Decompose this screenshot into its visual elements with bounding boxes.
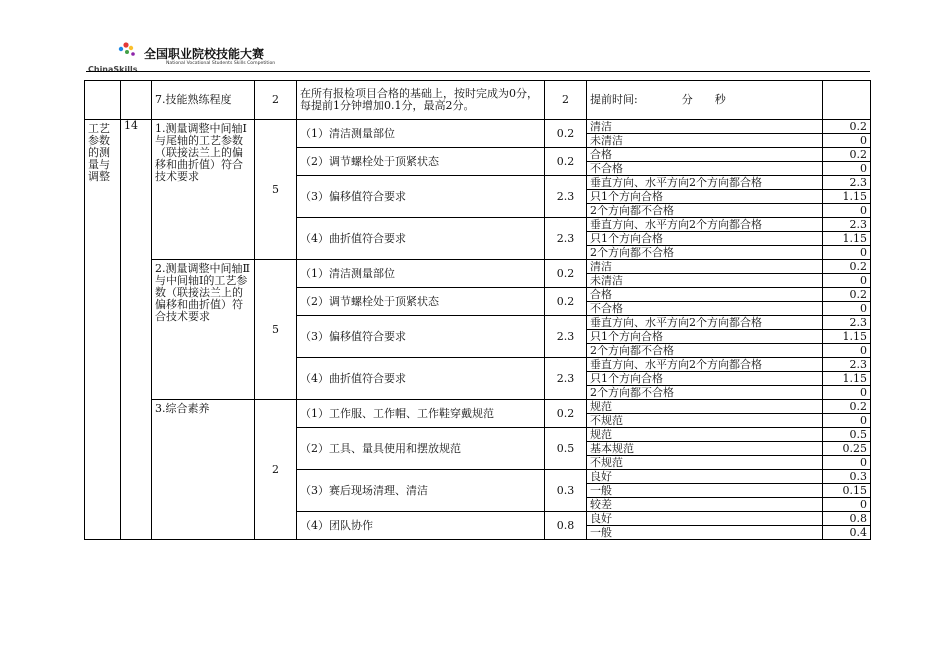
- criterion-score-cell: 2.3: [545, 218, 587, 260]
- option-label-cell: 未清洁: [587, 134, 823, 148]
- option-label-cell: 清洁: [587, 120, 823, 134]
- criterion-desc-cell: （2）调节螺栓处于顶紧状态: [297, 288, 545, 316]
- option-points-cell: 0: [823, 246, 871, 260]
- row7-standard: 在所有报检项目合格的基础上，按时完成为0分，每提前1分钟增加0.1分，最高2分。: [297, 81, 545, 120]
- competition-title-en: National Vocational Students Skills Competition: [166, 61, 276, 66]
- option-label-cell: 不规范: [587, 456, 823, 470]
- table-row: [85, 120, 871, 134]
- option-label-cell: 良好: [587, 470, 823, 484]
- option-points-cell: 1.15: [823, 372, 871, 386]
- group-weight-cell: 2: [255, 400, 297, 540]
- option-points-cell: 1.15: [823, 330, 871, 344]
- criterion-score-cell: 0.2: [545, 120, 587, 148]
- option-points-cell: 0: [823, 134, 871, 148]
- option-points-cell: 0: [823, 162, 871, 176]
- criterion-score-cell: 0.5: [545, 428, 587, 470]
- option-points-cell: 0: [823, 344, 871, 358]
- option-points-cell: 0.8: [823, 512, 871, 526]
- group-item-cell: 2.测量调整中间轴Ⅱ与中间轴Ⅰ的工艺参数（联接法兰上的偏移和曲折值）符合技术要求: [152, 260, 255, 400]
- section-total-cell: 14: [121, 120, 152, 540]
- option-points-cell: 1.15: [823, 190, 871, 204]
- criterion-score-cell: 2.3: [545, 176, 587, 218]
- group-weight-cell: 5: [255, 120, 297, 260]
- criterion-desc-cell: （3）偏移值符合要求: [297, 316, 545, 358]
- row7-score: 2: [545, 81, 587, 120]
- option-points-cell: 0: [823, 302, 871, 316]
- criterion-score-cell: 0.2: [545, 288, 587, 316]
- option-points-cell: 0: [823, 456, 871, 470]
- chinaskills-brand: ChinaSkills: [88, 65, 138, 74]
- criterion-score-cell: 0.3: [545, 470, 587, 512]
- option-points-cell: 0.2: [823, 400, 871, 414]
- criterion-desc-cell: （4）团队协作: [297, 512, 545, 540]
- group-weight-cell: 5: [255, 260, 297, 400]
- option-label-cell: 只1个方向合格: [587, 190, 823, 204]
- criterion-score-cell: 0.2: [545, 260, 587, 288]
- option-label-cell: 不规范: [587, 414, 823, 428]
- table-row: [85, 400, 871, 414]
- option-label-cell: 垂直方向、水平方向2个方向都合格: [587, 358, 823, 372]
- criterion-desc-cell: （1）清洁测量部位: [297, 120, 545, 148]
- header-rule: [86, 71, 870, 72]
- criterion-desc-cell: （3）偏移值符合要求: [297, 176, 545, 218]
- option-points-cell: 0.3: [823, 470, 871, 484]
- section-name-cell: 工艺参数的测量与调整: [85, 120, 121, 540]
- option-label-cell: 合格: [587, 148, 823, 162]
- option-points-cell: 2.3: [823, 358, 871, 372]
- criterion-score-cell: 0.8: [545, 512, 587, 540]
- option-label-cell: 一般: [587, 526, 823, 540]
- option-points-cell: 0: [823, 204, 871, 218]
- row7-item: 7.技能熟练程度: [152, 81, 255, 120]
- option-label-cell: 垂直方向、水平方向2个方向都合格: [587, 316, 823, 330]
- group-item-cell: 3.综合素养: [152, 400, 255, 540]
- criterion-desc-cell: （3）赛后现场清理、清洁: [297, 470, 545, 512]
- option-points-cell: 2.3: [823, 176, 871, 190]
- criterion-score-cell: 0.2: [545, 148, 587, 176]
- option-label-cell: 较差: [587, 498, 823, 512]
- row7-weight: 2: [255, 81, 297, 120]
- table-row: [85, 81, 871, 120]
- option-label-cell: 不合格: [587, 302, 823, 316]
- option-points-cell: 0.4: [823, 526, 871, 540]
- option-points-cell: 2.3: [823, 218, 871, 232]
- criterion-desc-cell: （4）曲折值符合要求: [297, 218, 545, 260]
- competition-title-cn: 全国职业院校技能大赛: [144, 47, 265, 61]
- criterion-desc-cell: （1）工作服、工作帽、工作鞋穿戴规范: [297, 400, 545, 428]
- row7-record: 提前时间: 分 秒: [587, 81, 823, 120]
- option-label-cell: 不合格: [587, 162, 823, 176]
- option-points-cell: 0.2: [823, 148, 871, 162]
- criterion-score-cell: 0.2: [545, 400, 587, 428]
- option-points-cell: 0.2: [823, 260, 871, 274]
- option-label-cell: 清洁: [587, 260, 823, 274]
- option-points-cell: 2.3: [823, 316, 871, 330]
- criterion-score-cell: 2.3: [545, 358, 587, 400]
- option-points-cell: 0: [823, 498, 871, 512]
- option-label-cell: 只1个方向合格: [587, 372, 823, 386]
- option-points-cell: 0: [823, 274, 871, 288]
- option-points-cell: 0: [823, 414, 871, 428]
- option-label-cell: 2个方向都不合格: [587, 246, 823, 260]
- criterion-desc-cell: （2）调节螺栓处于顶紧状态: [297, 148, 545, 176]
- option-points-cell: 0.5: [823, 428, 871, 442]
- option-label-cell: 合格: [587, 288, 823, 302]
- option-label-cell: 良好: [587, 512, 823, 526]
- option-label-cell: 2个方向都不合格: [587, 204, 823, 218]
- criterion-desc-cell: （2）工具、量具使用和摆放规范: [297, 428, 545, 470]
- option-points-cell: 1.15: [823, 232, 871, 246]
- option-label-cell: 2个方向都不合格: [587, 386, 823, 400]
- option-label-cell: 只1个方向合格: [587, 330, 823, 344]
- criterion-desc-cell: （4）曲折值符合要求: [297, 358, 545, 400]
- option-points-cell: 0.2: [823, 288, 871, 302]
- option-label-cell: 规范: [587, 428, 823, 442]
- option-points-cell: 0.2: [823, 120, 871, 134]
- group-item-cell: 1.测量调整中间轴Ⅰ与尾轴的工艺参数（联接法兰上的偏移和曲折值）符合技术要求: [152, 120, 255, 260]
- scoring-table: [84, 80, 871, 540]
- option-label-cell: 垂直方向、水平方向2个方向都合格: [587, 218, 823, 232]
- option-label-cell: 2个方向都不合格: [587, 344, 823, 358]
- table-row: [85, 260, 871, 274]
- option-points-cell: 0.25: [823, 442, 871, 456]
- option-label-cell: 未清洁: [587, 274, 823, 288]
- option-label-cell: 一般: [587, 484, 823, 498]
- option-label-cell: 垂直方向、水平方向2个方向都合格: [587, 176, 823, 190]
- option-points-cell: 0.15: [823, 484, 871, 498]
- criterion-desc-cell: （1）清洁测量部位: [297, 260, 545, 288]
- option-points-cell: 0: [823, 386, 871, 400]
- option-label-cell: 基本规范: [587, 442, 823, 456]
- option-label-cell: 规范: [587, 400, 823, 414]
- criterion-score-cell: 2.3: [545, 316, 587, 358]
- option-label-cell: 只1个方向合格: [587, 232, 823, 246]
